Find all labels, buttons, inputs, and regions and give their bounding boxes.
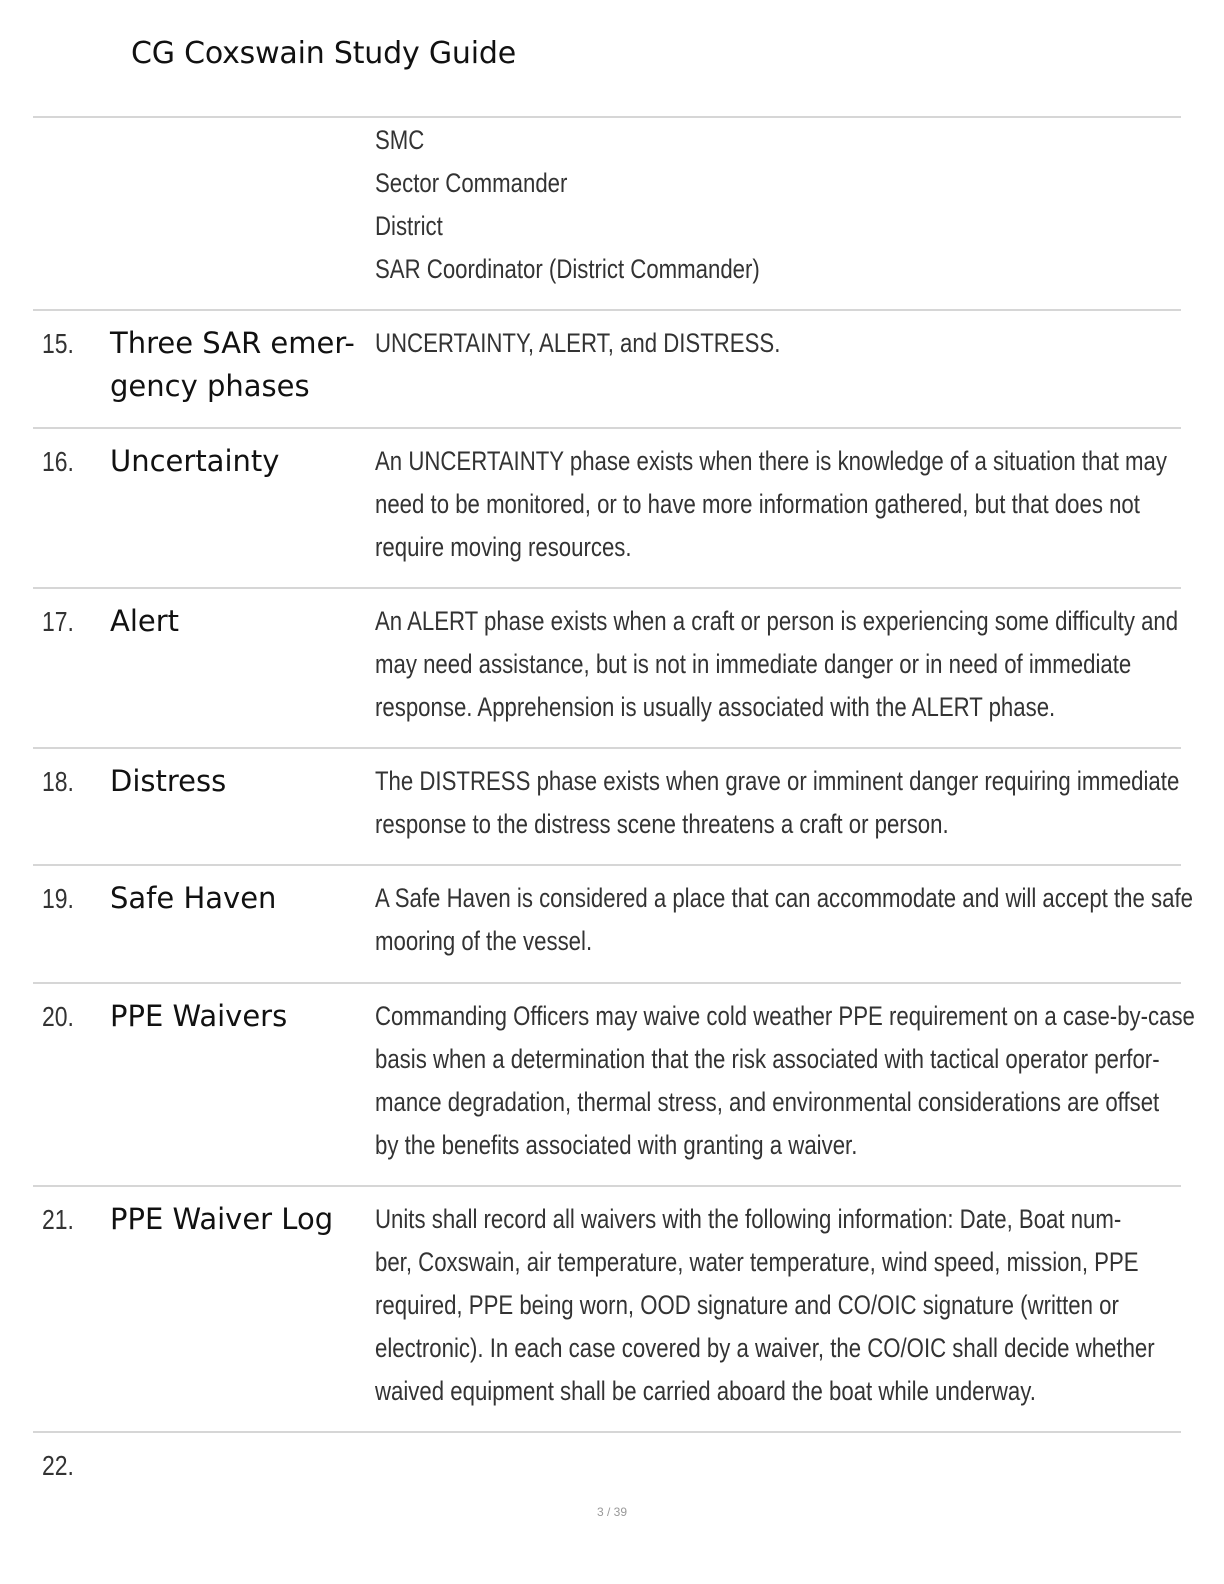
definition-line: mance degradation, thermal stress, and environmental considerations are offset	[375, 1087, 1160, 1117]
definition-line: UNCERTAINTY, ALERT, and DISTRESS.	[375, 328, 781, 358]
definition-line: require moving resources.	[375, 532, 632, 562]
definition-line: electronic). In each case covered by a waiver, the CO/OIC shall decide whether	[375, 1333, 1155, 1363]
definition-line: Sector Commander	[375, 168, 568, 198]
term-label	[110, 877, 365, 920]
term-line: PPE Waivers	[110, 999, 288, 1033]
definition-line: An ALERT phase exists when a craft or person is experiencing some difficulty and	[375, 606, 1179, 636]
page-title: CG Coxswain Study Guide	[131, 36, 516, 71]
item-number: 21.	[42, 1204, 74, 1235]
item-number: 20.	[42, 1001, 74, 1032]
definition-line: by the benefits associated with granting a waiver.	[375, 1130, 858, 1160]
term-label	[110, 440, 365, 483]
definition-line: response. Apprehension is usually associated with the ALERT phase.	[375, 692, 1056, 722]
row-divider	[33, 587, 1181, 589]
definition-line: waived equipment shall be carried aboard the boat while underway.	[375, 1376, 1036, 1406]
definition-line: response to the distress scene threatens a craft or person.	[375, 809, 949, 839]
definition-line: SAR Coordinator (District Commander)	[375, 254, 760, 284]
row-divider	[33, 309, 1181, 311]
item-number: 17.	[42, 606, 74, 637]
item-number: 18.	[42, 766, 74, 797]
definition-line: District	[375, 211, 443, 241]
term-line: Safe Haven	[110, 881, 277, 915]
term-label	[110, 600, 365, 643]
term-line: Alert	[110, 604, 180, 638]
item-number: 15.	[42, 328, 74, 359]
row-divider	[33, 747, 1181, 749]
item-number: 19.	[42, 883, 74, 914]
term-label	[110, 760, 365, 803]
definition-line: An UNCERTAINTY phase exists when there is knowledge of a situation that may	[375, 446, 1167, 476]
row-divider	[33, 427, 1181, 429]
definition-line: ber, Coxswain, air temperature, water temperature, wind speed, mission, PPE	[375, 1247, 1139, 1277]
page-indicator: 3 / 39	[596, 1505, 628, 1519]
row-divider	[33, 982, 1181, 984]
row-divider	[33, 864, 1181, 866]
definition-text	[375, 760, 1180, 846]
row-divider	[33, 116, 1181, 118]
definition-text	[375, 1198, 1164, 1413]
definition-text	[375, 600, 1179, 729]
term-label	[110, 1198, 365, 1241]
term-line: PPE Waiver Log	[110, 1202, 334, 1236]
definition-text	[375, 440, 1167, 569]
row-divider	[33, 1431, 1181, 1433]
term-line: gency phases	[110, 369, 310, 403]
term-line: Uncertainty	[110, 444, 280, 478]
definition-line: mooring of the vessel.	[375, 926, 593, 956]
term-line: Three SAR emer-	[110, 326, 355, 360]
row-divider	[33, 1185, 1181, 1187]
definition-text	[375, 119, 1164, 291]
term-label	[110, 322, 365, 408]
definition-line: need to be monitored, or to have more information gathered, but that does not	[375, 489, 1140, 519]
definition-line: SMC	[375, 125, 425, 155]
definition-line: A Safe Haven is considered a place that can accommodate and will accept the safe	[375, 883, 1193, 913]
definition-text	[375, 877, 1193, 963]
definition-line: required, PPE being worn, OOD signature and CO/OIC signature (written or	[375, 1290, 1119, 1320]
term-line: Distress	[110, 764, 227, 798]
definition-text	[375, 995, 1195, 1167]
definition-line: basis when a determination that the risk associated with tactical operator perfor-	[375, 1044, 1160, 1074]
definition-line: Commanding Officers may waive cold weather PPE requirement on a case-by-case	[375, 1001, 1195, 1031]
item-number: 16.	[42, 446, 74, 477]
definition-line: may need assistance, but is not in immediate danger or in need of immediate	[375, 649, 1132, 679]
definition-line: The DISTRESS phase exists when grave or imminent danger requiring immediate	[375, 766, 1180, 796]
definition-line: Units shall record all waivers with the following information: Date, Boat num-	[375, 1204, 1122, 1234]
term-label	[110, 995, 365, 1038]
item-number: 22.	[42, 1450, 74, 1481]
definition-text	[375, 322, 1164, 365]
